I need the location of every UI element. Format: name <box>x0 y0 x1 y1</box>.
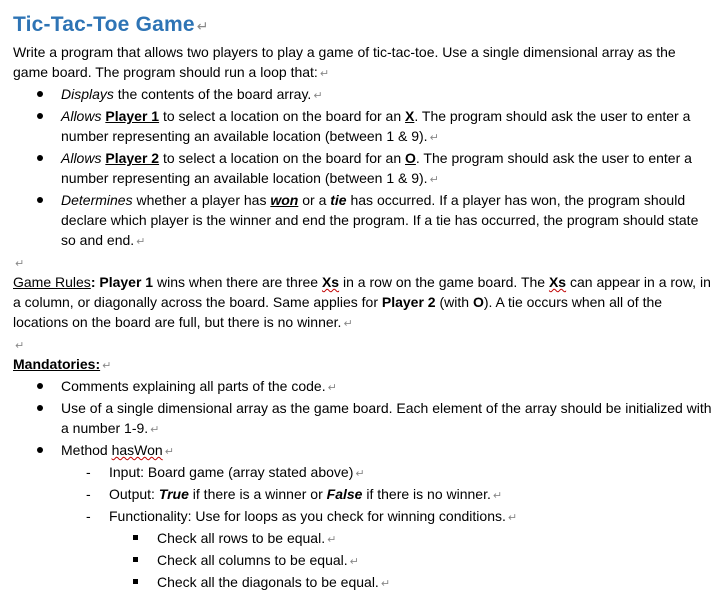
list-item: Determines whether a player has won or a tie has occurred. If a player has won, the program should declare which player is the winner and end the program. If a tie has occurred, the program should state so and end. ↵ <box>13 190 713 252</box>
loop-list <box>13 84 713 252</box>
paragraph-mark-icon: ↵ <box>150 424 160 436</box>
list-item: Check all columns to be equal. ↵ <box>109 550 713 572</box>
paragraph-mark-icon: ↵ <box>102 360 112 372</box>
paragraph-mark-icon: ↵ <box>349 556 359 568</box>
list-item: Comments explaining all parts of the code. ↵ <box>13 376 713 398</box>
paragraph-mark-icon: ↵ <box>196 18 209 34</box>
document-title: Tic-Tac-Toe Game ↵ <box>13 13 209 36</box>
empty-paragraph <box>13 334 713 354</box>
paragraph-mark-icon: ↵ <box>380 578 391 590</box>
paragraph-mark-icon: ↵ <box>313 90 323 102</box>
mandatories-list <box>13 376 713 594</box>
paragraph-mark-icon: ↵ <box>429 174 439 186</box>
paragraph-mark-icon: ↵ <box>15 258 25 270</box>
empty-paragraph <box>13 252 713 272</box>
list-item: Method hasWon ↵ - Input: Board game (array stated above) ↵ - Output: True if there is a winner or False if there is no winner. ↵ - Functionality: Use for loops as you check for winning conditions. ↵ Check all rows to be equal. ↵ Check all columns to be equal. ↵ Check all the diagonals to be equal. ↵ <box>13 440 713 594</box>
paragraph-mark-icon: ↵ <box>429 132 439 144</box>
paragraph-mark-icon: ↵ <box>319 68 330 80</box>
list-item: Check all the diagonals to be equal. ↵ <box>109 572 713 594</box>
list-item: - Output: True if there is a winner or False if there is no winner. ↵ <box>61 484 713 506</box>
list-item: Use of a single dimensional array as the game board. Each element of the array should be initialized with a number 1-9. ↵ <box>13 398 713 440</box>
list-item: - Input: Board game (array stated above) ↵ <box>61 462 713 484</box>
list-item: Allows Player 2 to select a location on the board for an O. The program should ask the user to enter a number representing an available location (between 1 & 9). ↵ <box>13 148 713 190</box>
paragraph-mark-icon: ↵ <box>15 340 25 352</box>
mandatories-heading: Mandatories: ↵ <box>13 356 112 372</box>
list-item: Check all rows to be equal. ↵ <box>109 528 713 550</box>
list-item: Displays the contents of the board array. ↵ <box>13 84 713 106</box>
list-item: - Functionality: Use for loops as you check for winning conditions. ↵ Check all rows to be equal. ↵ Check all columns to be equal. ↵ Check all the diagonals to be equal. ↵ <box>61 506 713 594</box>
game-rules-paragraph: Game Rules: Player 1 wins when there are three Xs in a row on the game board. The Xs can appear in a row, in a column, or diagonally across the board. Same applies for Player 2 (with O). A tie occurs when all of the locations on the board are full, but there is no winner. ↵ <box>13 274 711 330</box>
paragraph-mark-icon: ↵ <box>164 446 174 458</box>
list-item: Allows Player 1 to select a location on the board for an X. The program should ask the user to enter a number representing an available location (between 1 & 9). ↵ <box>13 106 713 148</box>
paragraph-mark-icon: ↵ <box>327 534 337 546</box>
method-details-list <box>61 462 713 594</box>
paragraph-mark-icon: ↵ <box>343 318 353 330</box>
paragraph-mark-icon: ↵ <box>507 512 518 524</box>
document-page <box>13 12 713 594</box>
checks-list <box>109 528 713 594</box>
paragraph-mark-icon: ↵ <box>136 236 146 248</box>
paragraph-mark-icon: ↵ <box>327 382 337 394</box>
paragraph-mark-icon: ↵ <box>355 468 365 480</box>
paragraph-mark-icon: ↵ <box>492 490 503 502</box>
intro-paragraph: Write a program that allows two players to play a game of tic-tac-toe. Use a single dimensional array as the game board. The program should run a loop that: ↵ <box>13 44 676 80</box>
